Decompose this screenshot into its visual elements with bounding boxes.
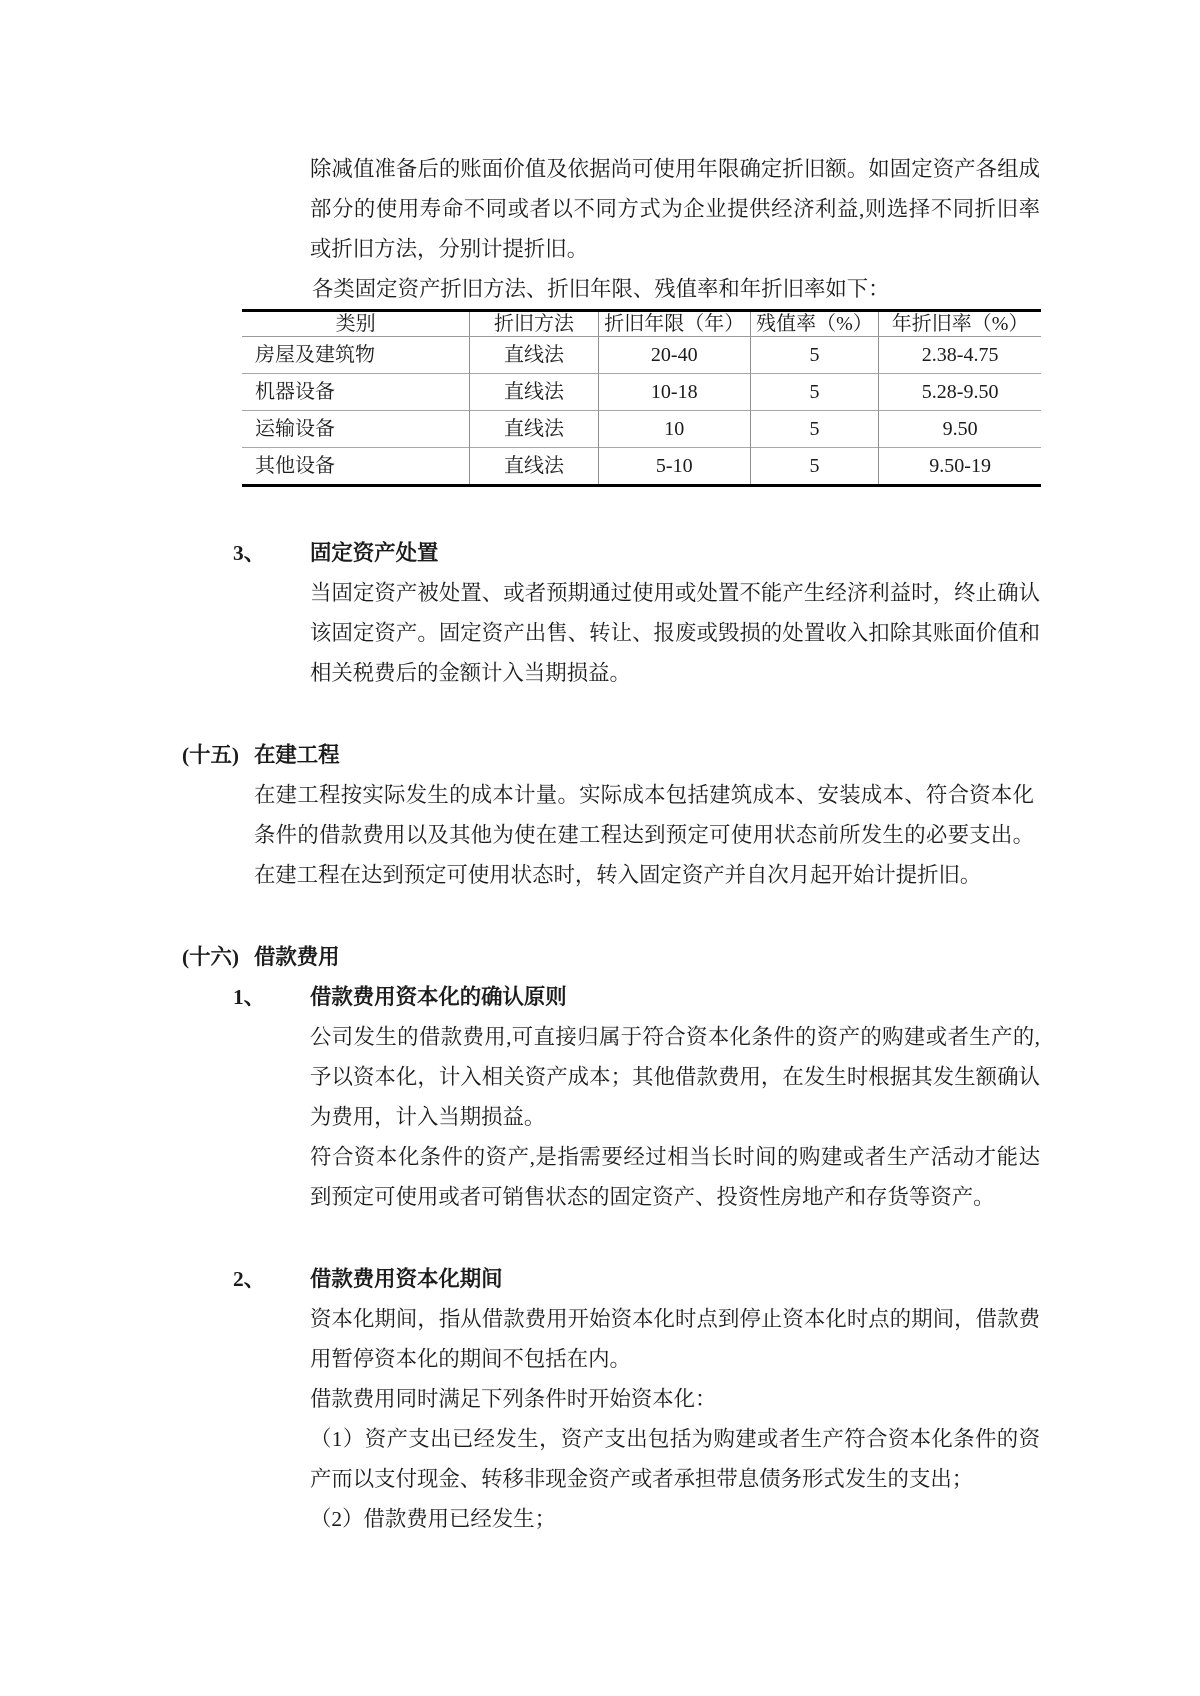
section-16-sub2-title: 借款费用资本化期间: [310, 1267, 503, 1291]
table-cell: 9.50: [879, 411, 1041, 448]
section-3-number: 3、: [233, 541, 266, 565]
table-cell: 直线法: [470, 448, 599, 486]
table-cell: 5: [750, 411, 879, 448]
table-cell: 10: [598, 411, 750, 448]
section-16-title: 借款费用: [254, 945, 340, 969]
table-cell: 机器设备: [242, 374, 470, 411]
section-16-sub2-number: 2、: [233, 1267, 266, 1291]
table-cell: 5: [750, 374, 879, 411]
section-16-sub1-paragraph-1: 公司发生的借款费用,可直接归属于符合资本化条件的资产的购建或者生产的,予以资本化，计入相关资产成本；其他借款费用，在发生时根据其发生额确认为费用，计入当期损益。: [310, 1025, 1040, 1129]
section-16-sub2-paragraph-3: （1）资产支出已经发生，资产支出包括为购建或者生产符合资本化条件的资产而以支付现金、转移非现金资产或者承担带息债务形式发生的支出；: [310, 1427, 1040, 1491]
table-cell: 运输设备: [242, 411, 470, 448]
depreciation-table-body: [242, 337, 1041, 486]
table-cell: 20-40: [598, 337, 750, 374]
table-cell: 5.28-9.50: [879, 374, 1041, 411]
section-15-number: (十五): [182, 743, 240, 767]
section-3-title: 固定资产处置: [310, 541, 439, 565]
table-header-row: [242, 311, 1041, 337]
section-16-sub1-number: 1、: [233, 985, 266, 1009]
table-header-cell: 年折旧率（%）: [879, 311, 1041, 337]
section-16-heading: [182, 937, 1200, 977]
section-15-title: 在建工程: [254, 743, 340, 767]
table-cell: 2.38-4.75: [879, 337, 1041, 374]
table-cell: 房屋及建筑物: [255, 344, 375, 366]
section-16-sub2-heading: [233, 1259, 1200, 1299]
section-3-body: 当固定资产被处置、或者预期通过使用或处置不能产生经济利益时，终止确认该固定资产。固定资产出售、转让、报废或毁损的处置收入扣除其账面价值和相关税费后的金额计入当期损益。: [310, 581, 1040, 685]
section-16-sub2-paragraph-1: 资本化期间，指从借款费用开始资本化时点到停止资本化时点的期间，借款费用暂停资本化的期间不包括在内。: [310, 1307, 1040, 1371]
section-16-sub1-paragraph-2: 符合资本化条件的资产,是指需要经过相当长时间的购建或者生产活动才能达到预定可使用或者可销售状态的固定资产、投资性房地产和存货等资产。: [310, 1145, 1040, 1209]
table-cell: 其他设备: [242, 448, 470, 486]
table-cell: 5: [750, 337, 879, 374]
table-header-cell: 类别: [242, 311, 470, 337]
table-lead-line: 各类固定资产折旧方法、折旧年限、残值率和年折旧率如下：: [312, 277, 890, 301]
table-cell: 10-18: [598, 374, 750, 411]
section-15-body: 在建工程按实际发生的成本计量。实际成本包括建筑成本、安装成本、符合资本化条件的借款费用以及其他为使在建工程达到预定可使用状态前所发生的必要支出。在建工程在达到预定可使用状态时，转入固定资产并自次月起开始计提折旧。: [254, 783, 1034, 887]
depreciation-table-header: [242, 311, 1041, 337]
section-16-number: (十六): [182, 945, 240, 969]
intro-paragraph: 除减值准备后的账面价值及依据尚可使用年限确定折旧额。如固定资产各组成部分的使用寿命不同或者以不同方式为企业提供经济利益,则选择不同折旧率或折旧方法，分别计提折旧。: [310, 157, 1040, 261]
table-header-cell: 折旧年限（年）: [598, 311, 750, 337]
section-3-heading: [233, 533, 1200, 573]
table-header-cell: 折旧方法: [470, 311, 599, 337]
section-16-sub2-paragraph-4: （2）借款费用已经发生；: [310, 1507, 556, 1531]
table-row: [242, 448, 1041, 486]
table-cell: 5: [750, 448, 879, 486]
table-cell: 5-10: [598, 448, 750, 486]
table-header-cell: 残值率（%）: [750, 311, 879, 337]
table-cell: 9.50-19: [879, 448, 1041, 486]
table-row: [242, 374, 1041, 411]
table-row: [242, 337, 1041, 374]
table-row: [242, 411, 1041, 448]
table-cell: 直线法: [470, 337, 599, 374]
depreciation-table: [242, 309, 1041, 487]
section-15-heading: [182, 735, 1200, 775]
section-16-sub2-paragraph-2: 借款费用同时满足下列条件时开始资本化：: [310, 1387, 717, 1411]
table-cell: 直线法: [470, 411, 599, 448]
table-cell: 直线法: [470, 374, 599, 411]
section-16-sub1-heading: [233, 977, 1200, 1017]
section-16-sub1-title: 借款费用资本化的确认原则: [310, 985, 567, 1009]
